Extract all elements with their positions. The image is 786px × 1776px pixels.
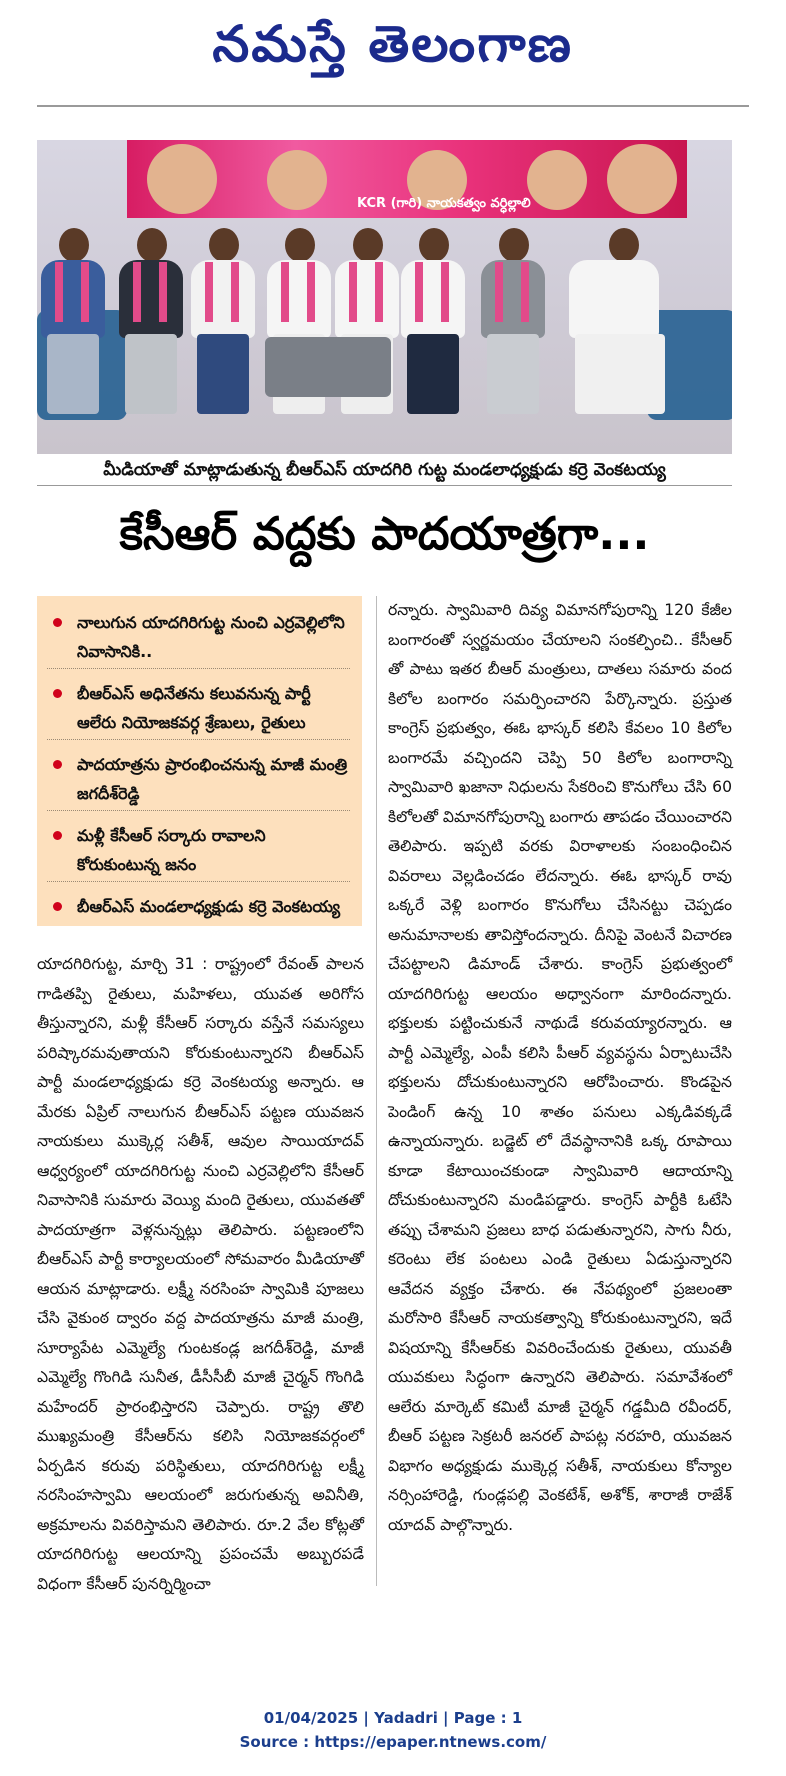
highlight-item: మళ్లీ కేసీఆర్ సర్కారు రావాలని కోరుకుంటున్న జనం xyxy=(47,821,350,882)
banner-portrait xyxy=(607,144,677,214)
bullet-icon xyxy=(53,689,62,698)
banner-portrait xyxy=(147,144,217,214)
highlights-box xyxy=(37,596,362,926)
highlight-item: నాలుగున యాదగిరిగుట్ట నుంచి ఎర్రవెల్లిలోని నివాసానికి.. xyxy=(47,608,350,669)
person xyxy=(565,228,675,418)
person xyxy=(397,228,469,418)
bullet-icon xyxy=(53,760,62,769)
person xyxy=(115,228,187,418)
highlight-item: బీఆర్ఎస్ మండలాధ్యక్షుడు కర్రె వెంకటయ్య xyxy=(47,892,350,923)
banner-portrait xyxy=(267,150,327,210)
masthead xyxy=(0,0,786,92)
highlight-item: పాదయాత్రను ప్రారంభించనున్న మాజీ మంత్రి జగదీశ్‌రెడ్డి xyxy=(47,750,350,811)
person xyxy=(477,228,549,418)
bullet-icon xyxy=(53,618,62,627)
article-column-right: రన్నారు. స్వామివారి దివ్య విమానగోపురాన్ని 120 కేజీల బంగారంతో స్వర్ణమయం చేయాలని సంకల్పించి.. కేసీఆర్ తో పాటు ఇతర బీఆర్ మంత్రులు, దాతలు సమారు వంద కిలోల బంగారం సమర్పించారని పేర్కొన్నారు. ప్రస్తుత కాంగ్రెస్ ప్రభుత్వం, ఈఓ భాస్కర్ కలిసి కేవలం 10 కిలోల బంగారమే వచ్చిందని చెప్పి 50 కిలోల బంగారాన్ని స్వామివారి ఖజానా నిధులను సేకరించి కొనుగోలు చేసి 60 కిలోలతో విమానగోపురాన్ని బంగారు తాపడం చేయించారని తెలిపారు. ఇప్పటి వరకు విరాళాలకు సంబంధించిన వివరాలు వెల్లడించడం లేదన్నారు. ఈఓ భాస్కర్ రావు ఒక్కరే వెళ్లి బంగారం కొనుగోలు చేసినట్టు చెప్పడం అనుమానాలకు తావిస్తోందన్నారు. దీనిపై వెంటనే విచారణ చేపట్టాలని డిమాండ్ చేశారు. కాంగ్రెస్ ప్రభుత్వంలో యాదగిరిగుట్ట ఆలయం అధ్వానంగా మారిందన్నారు. భక్తులకు పట్టించుకునే నాథుడే కరువయ్యారన్నారు. ఆ పార్టీ ఎమ్మెల్యే, ఎంపీ కలిసి పీఆర్ వ్యవస్థను ఏర్పాటుచేసి భక్తులను దోచుకుంటున్నారని ఆరోపించారు. కొండపైన పెండింగ్ ఉన్న 10 శాతం పనులు ఎక్కడివక్కడే ఉన్నాయన్నారు. బడ్జెట్ లో దేవస్థానానికి ఒక్క రూపాయి కూడా కేటాయించకుండా స్వామివారి ఆదాయాన్ని దోచుకుంటున్నారని మండిపడ్డారు. కాంగ్రెస్ పార్టీకి ఓటేసి తప్పు చేశామని ప్రజలు బాధ పడుతున్నారని, సాగు నీరు, కరెంటు లేక పంటలు ఎండి రైతులు ఏడుస్తున్నారని ఆవేదన వ్యక్తం చేశారు. ఈ నేపథ్యంలో ప్రజలంతా మరోసారి కేసీఆర్ నాయకత్వాన్ని కోరుకుంటున్నారని, ఇదే విషయాన్ని కేసీఆర్‌కు వివరించేందుకు రైతులు, యువతీ యువకులు సిద్ధంగా ఉన్నారని తెలిపారు. సమావేశంలో ఆలేరు మార్కెట్ కమిటీ మాజీ చైర్మన్ గడ్డమీది రవీందర్, బీఆర్ పట్టణ సెక్రటరీ జనరల్ పాపట్ల నరహరి, యువజన విభాగం అధ్యక్షుడు ముక్కెర్ల సతీశ్, నాయకులు కోన్యాల నర్సింహారెడ్డి, గుండ్లపల్లి వెంకటేశ్, అశోక్, శారాజీ రాజేశ్ యాదవ్ పాల్గొన్నారు. xyxy=(388,601,732,1534)
newspaper-logo: నమస్తే తెలంగాణ xyxy=(212,14,574,73)
bullet-icon xyxy=(53,902,62,911)
person xyxy=(187,228,259,418)
highlight-item: బీఆర్ఎస్ అధినేతను కలువనున్న పార్టీ ఆలేరు నియోజకవర్గ శ్రేణులు, రైతులు xyxy=(47,679,350,740)
table xyxy=(265,337,391,397)
article-column-left: యాదగిరిగుట్ట, మార్చి 31 : రాష్ట్రంలో రేవంత్ పాలన గాడితప్పి రైతులు, మహిళలు, యువత అరిగోస తీస్తున్నారని, మళ్లీ కేసీఆర్ సర్కారు వస్తేనే సమస్యలు పరిష్కారమవుతాయని కోరుకుంటున్నారని బీఆర్ఎస్ పార్టీ మండలాధ్యక్షుడు కర్రె వెంకటయ్య అన్నారు. ఆ మేరకు ఏప్రిల్ నాలుగున బీఆర్ఎస్ పట్టణ యువజన నాయకులు ముక్కెర్ల సతీశ్, ఆవుల సాయియాదవ్ ఆధ్వర్యంలో యాదగిరిగుట్ట నుంచి ఎర్రవెల్లిలోని కేసీఆర్ నివాసానికి సుమారు వెయ్యి మంది రైతులు, యువతతో పాదయాత్రగా వెళ్లనున్నట్లు తెలిపారు. పట్టణంలోని బీఆర్ఎస్ పార్టీ కార్యాలయంలో సోమవారం మీడియాతో ఆయన మాట్లాడారు. లక్ష్మీ నరసింహ స్వామికి పూజలు చేసి వైకుంఠ ద్వారం వద్ద పాదయాత్రను మాజీ మంత్రి, సూర్యాపేట ఎమ్మెల్యే గుంటకండ్ల జగదీశ్‌రెడ్డి, మాజీ ఎమ్మెల్యే గొంగిడి సునీత, డీసీసీబీ మాజీ చైర్మన్ గొంగిడి మహేందర్ ప్రారంభిస్తారని చెప్పారు. రాష్ట్ర తొలి ముఖ్యమంత్రి కేసీఆర్‌ను కలిసి నియోజకవర్గంలో ఏర్పడిన కరువు పరిస్థితులు, యాదగిరిగుట్ట లక్ష్మీ నరసింహస్వామి ఆలయంలో జరుగుతున్న అవినీతి, అక్రమాలను వివరిస్తామని తెలిపారు. రూ.2 వేల కోట్లతో యాదగిరిగుట్ట ఆలయాన్ని ప్రపంచమే అబ్బురపడే విధంగా కేసీఆర్ పునర్నిర్మించా xyxy=(37,955,364,1593)
masthead-divider xyxy=(37,105,749,107)
person xyxy=(37,228,109,418)
photo-caption: మీడియాతో మాట్లాడుతున్న బీఆర్ఎస్ యాదగిరి గుట్ట మండలాధ్యక్షుడు కర్రె వెంకటయ్య xyxy=(37,455,732,486)
page-footer xyxy=(0,1706,786,1754)
news-photo xyxy=(37,140,732,454)
bullet-icon xyxy=(53,831,62,840)
footer-date-line: 01/04/2025 | Yadadri | Page : 1 xyxy=(263,1709,523,1727)
banner-portrait xyxy=(527,150,587,210)
footer-source-line: Source : https://epaper.ntnews.com/ xyxy=(239,1733,547,1751)
column-divider xyxy=(376,596,377,1586)
headline: కేసీఆర్ వద్దకు పాదయాత్రగా... xyxy=(119,507,650,560)
photo-banner xyxy=(127,140,687,218)
banner-text: KCR (గారి) నాయకత్వం వర్ధిల్లాలి xyxy=(357,196,531,211)
